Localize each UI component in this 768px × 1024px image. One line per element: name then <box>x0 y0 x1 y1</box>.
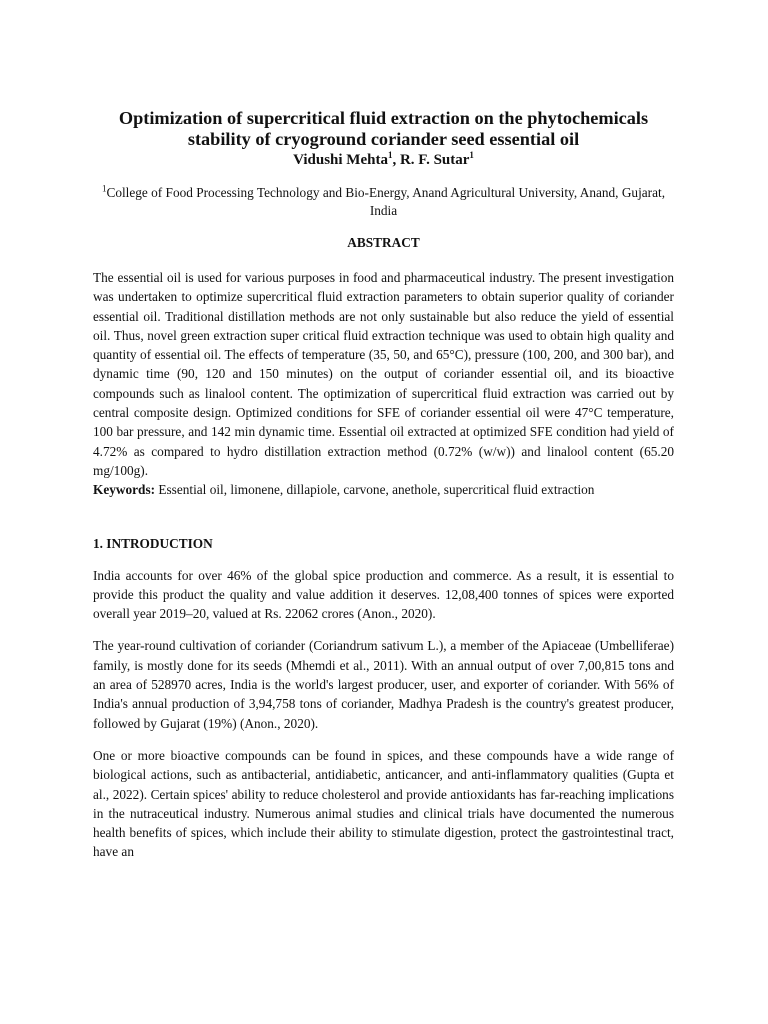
affiliation-text: College of Food Processing Technology and Bio-Energy, Anand Agricultural University, Anand, Gujarat, India <box>106 185 666 218</box>
intro-paragraph: India accounts for over 46% of the global spice production and commerce. As a result, it is essential to provide this product the quality and value addition it deserves. 12,08,400 tonnes of spices were exported overall year 2019–20, valued at Rs. 22062 crores (Anon., 2020). <box>93 567 674 622</box>
intro-paragraph: The year-round cultivation of coriander (Coriandrum sativum L.), a member of the Apiaceae (Umbelliferae) family, is mostly done for its seeds (Mhemdi et al., 2011). With an annual output of over 7,00,815 tons and an area of 528970 acres, India is the world's largest producer, user, and exporter of coriander. With 56% of India's annual production of 3,94,758 tons of coriander, Madhya Pradesh is the country's greatest producer, followed by Gujarat (19%) (Anon., 2020). <box>93 638 674 731</box>
abstract-heading: ABSTRACT <box>347 235 420 250</box>
keywords-text: Essential oil, limonene, dillapiole, carvone, anethole, supercritical fluid extraction <box>158 482 595 498</box>
author-list <box>93 150 674 170</box>
affiliation-mark: 1 <box>387 150 393 160</box>
intro-paragraph: One or more bioactive compounds can be found in spices, and these compounds have a wide range of biological actions, such as antibacterial, antidiabetic, anticancer, and anti-inflammatory qualities (Gupta et al., 2022). Certain spices' ability to reduce cholesterol and provide antioxidants has far-reaching implications in the nutraceutical industry. Numerous animal studies and clinical trials have documented the numerous health benefits of spices, which include their ability to stimulate digestion, protect the gastrointestinal tract, have an <box>93 747 674 860</box>
author-separator: , <box>392 152 400 168</box>
affiliation-mark: 1 <box>101 183 107 194</box>
affiliation <box>93 184 674 220</box>
affiliation-mark: 1 <box>469 150 474 160</box>
author-name: Vidushi Mehta <box>293 152 388 168</box>
paper-title: Optimization of supercritical fluid extraction on the phytochemicals stability of cryoground coriander seed essential oil <box>118 108 649 149</box>
keywords-line <box>93 480 674 499</box>
section-heading-introduction: 1. INTRODUCTION <box>93 535 213 551</box>
paper-page <box>93 108 674 862</box>
author-name: R. F. Sutar <box>399 152 470 168</box>
keywords-label: Keywords: <box>93 482 156 498</box>
abstract-body: The essential oil is used for various purposes in food and pharmaceutical industry. The present investigation was undertaken to optimize supercritical fluid extraction parameters to obtain superior quality of coriander essential oil. Traditional distillation methods are not only sustainable but also reduce the yield of essential oil. Thus, novel green extraction super critical fluid extraction technique was used to obtain high quality and quantity of essential oil. The effects of temperature (35, 50, and 65°C), pressure (100, 200, and 300 bar), and dynamic time (90, 120 and 150 minutes) on the output of coriander essential oil, and its bioactive compounds such as linalool content. The optimization of supercritical fluid extraction was carried out by central composite design. Optimized conditions for SFE of coriander essential oil were 47°C temperature, 100 bar pressure, and 142 min dynamic time. Essential oil extracted at optimized SFE condition had yield of 4.72% as compared to hydro distillation extraction method (0.72% (w/w)) and linalool content (65.20 mg/100g). <box>93 270 674 478</box>
